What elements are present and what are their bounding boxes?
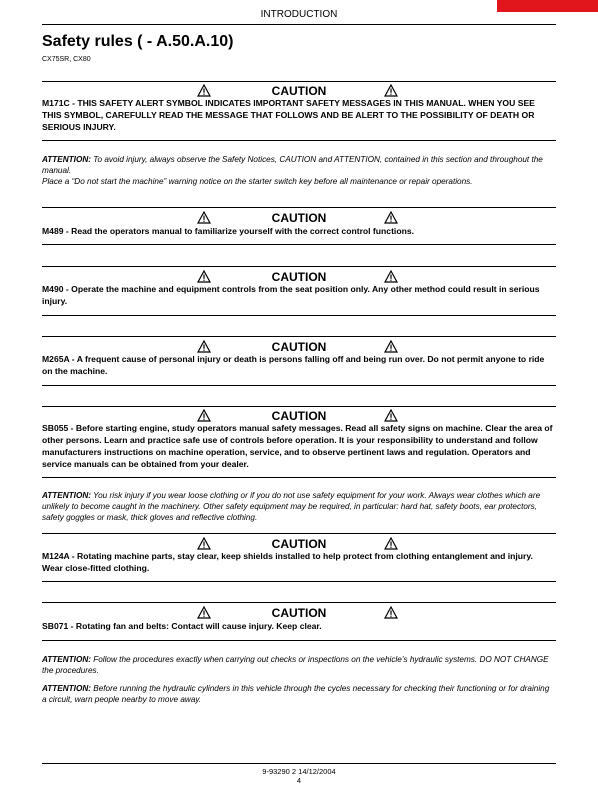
section-rule: [42, 336, 556, 337]
attention-label: ATTENTION:: [42, 684, 91, 693]
attention-note: [42, 154, 556, 187]
caution-label: CAUTION: [271, 270, 327, 284]
caution-heading: [42, 409, 556, 422]
section-rule: [42, 581, 556, 582]
caution-label: CAUTION: [271, 409, 327, 423]
caution-label: CAUTION: [271, 537, 327, 551]
warning-triangle-icon: [384, 340, 398, 353]
section-rule: [42, 406, 556, 407]
attention-text: You risk injury if you wear loose clothing or if you do not use safety equipment for your work. Always wear clothes which are unlikely to become caught in the machinery. Other safety equipment may be required, in particular: hard hat, safety boots, ear protectors, safety goggles or mask, thick gloves and reflective clothing.: [42, 491, 541, 522]
document-reference: 9-93290 2 14/12/2004: [262, 767, 336, 776]
caution-label: CAUTION: [271, 340, 327, 354]
running-header: INTRODUCTION: [260, 9, 338, 20]
caution-text: SB071 - Rotating fan and belts: Contact will cause injury. Keep clear.: [42, 621, 322, 631]
attention-note: [42, 654, 556, 676]
attention-label: ATTENTION:: [42, 155, 91, 164]
caution-text: M124A - Rotating machine parts, stay clear, keep shields installed to help protect from clothing entanglement and injury. Wear close-fitted clothing.: [42, 551, 533, 573]
section-rule: [42, 266, 556, 267]
attention-text: Place a “Do not start the machine” warning notice on the starter switch key before all maintenance or repair operations.: [42, 177, 473, 186]
attention-note: [42, 683, 556, 705]
caution-label: CAUTION: [271, 211, 327, 225]
section-rule: [42, 81, 556, 82]
caution-text: M490 - Operate the machine and equipment controls from the seat position only. Any other method could result in serious injury.: [42, 284, 540, 306]
caution-heading: [42, 606, 556, 619]
section-rule: [42, 602, 556, 603]
header-rule: [42, 24, 556, 25]
section-rule: [42, 315, 556, 316]
section-rule: [42, 385, 556, 386]
attention-note: [42, 490, 556, 523]
applicable-models: CX75SR, CX80: [42, 56, 91, 63]
caution-heading: [42, 537, 556, 550]
section-color-tab: [497, 0, 598, 12]
attention-label: ATTENTION:: [42, 491, 91, 500]
warning-triangle-icon: [384, 606, 398, 619]
footer-rule: [42, 763, 556, 764]
section-rule: [42, 477, 556, 478]
caution-text: M265A - A frequent cause of personal injury or death is persons falling off and being run over. Do not permit anyone to ride on the machine.: [42, 354, 545, 376]
caution-heading: [42, 270, 556, 283]
attention-text: Before running the hydraulic cylinders in this vehicle through the cycles necessary for checking their functioning or for draining a circuit, warn people nearby to move away.: [42, 684, 550, 704]
caution-heading: [42, 340, 556, 353]
section-rule: [42, 244, 556, 245]
caution-heading: [42, 211, 556, 224]
caution-text: M171C - THIS SAFETY ALERT SYMBOL INDICATES IMPORTANT SAFETY MESSAGES IN THIS MANUAL. WHEN YOU SEE THIS SYMBOL, CAREFULLY READ THE MESSAGE THAT FOLLOWS AND BE ALERT TO THE POSSIBILITY OF DEATH OR SERIOUS INJURY.: [42, 98, 535, 132]
section-rule: [42, 207, 556, 208]
caution-heading: [42, 84, 556, 97]
warning-triangle-icon: [384, 537, 398, 550]
section-rule: [42, 640, 556, 641]
section-rule: [42, 533, 556, 534]
footer: [0, 767, 598, 785]
caution-label: CAUTION: [271, 84, 327, 98]
page-number: 4: [296, 776, 302, 785]
attention-label: ATTENTION:: [42, 655, 91, 664]
warning-triangle-icon: [384, 270, 398, 283]
page-title: Safety rules ( - A.50.A.10): [42, 33, 234, 50]
caution-text: M489 - Read the operators manual to familiarize yourself with the correct control functions.: [42, 226, 414, 236]
caution-label: CAUTION: [271, 606, 327, 620]
caution-text: SB055 - Before starting engine, study operators manual safety messages. Read all safety signs on machine. Clear the area of other persons. Learn and practice safe use of controls before operation. It is your responsibility to understand and follow manufacturers instructions on machine operation, service, and to observe pertinent laws and regulation. Operators and service manuals can be obtained from your dealer.: [42, 423, 553, 469]
section-rule: [42, 140, 556, 141]
warning-triangle-icon: [384, 84, 398, 97]
attention-text: To avoid injury, always observe the Safety Notices, CAUTION and ATTENTION, contained in this section and throughout the manual.: [42, 155, 543, 175]
warning-triangle-icon: [384, 409, 398, 422]
warning-triangle-icon: [384, 211, 398, 224]
attention-text: Follow the procedures exactly when carrying out checks or inspections on the vehicle’s hydraulic systems. DO NOT CHANGE the procedures.: [42, 655, 549, 675]
